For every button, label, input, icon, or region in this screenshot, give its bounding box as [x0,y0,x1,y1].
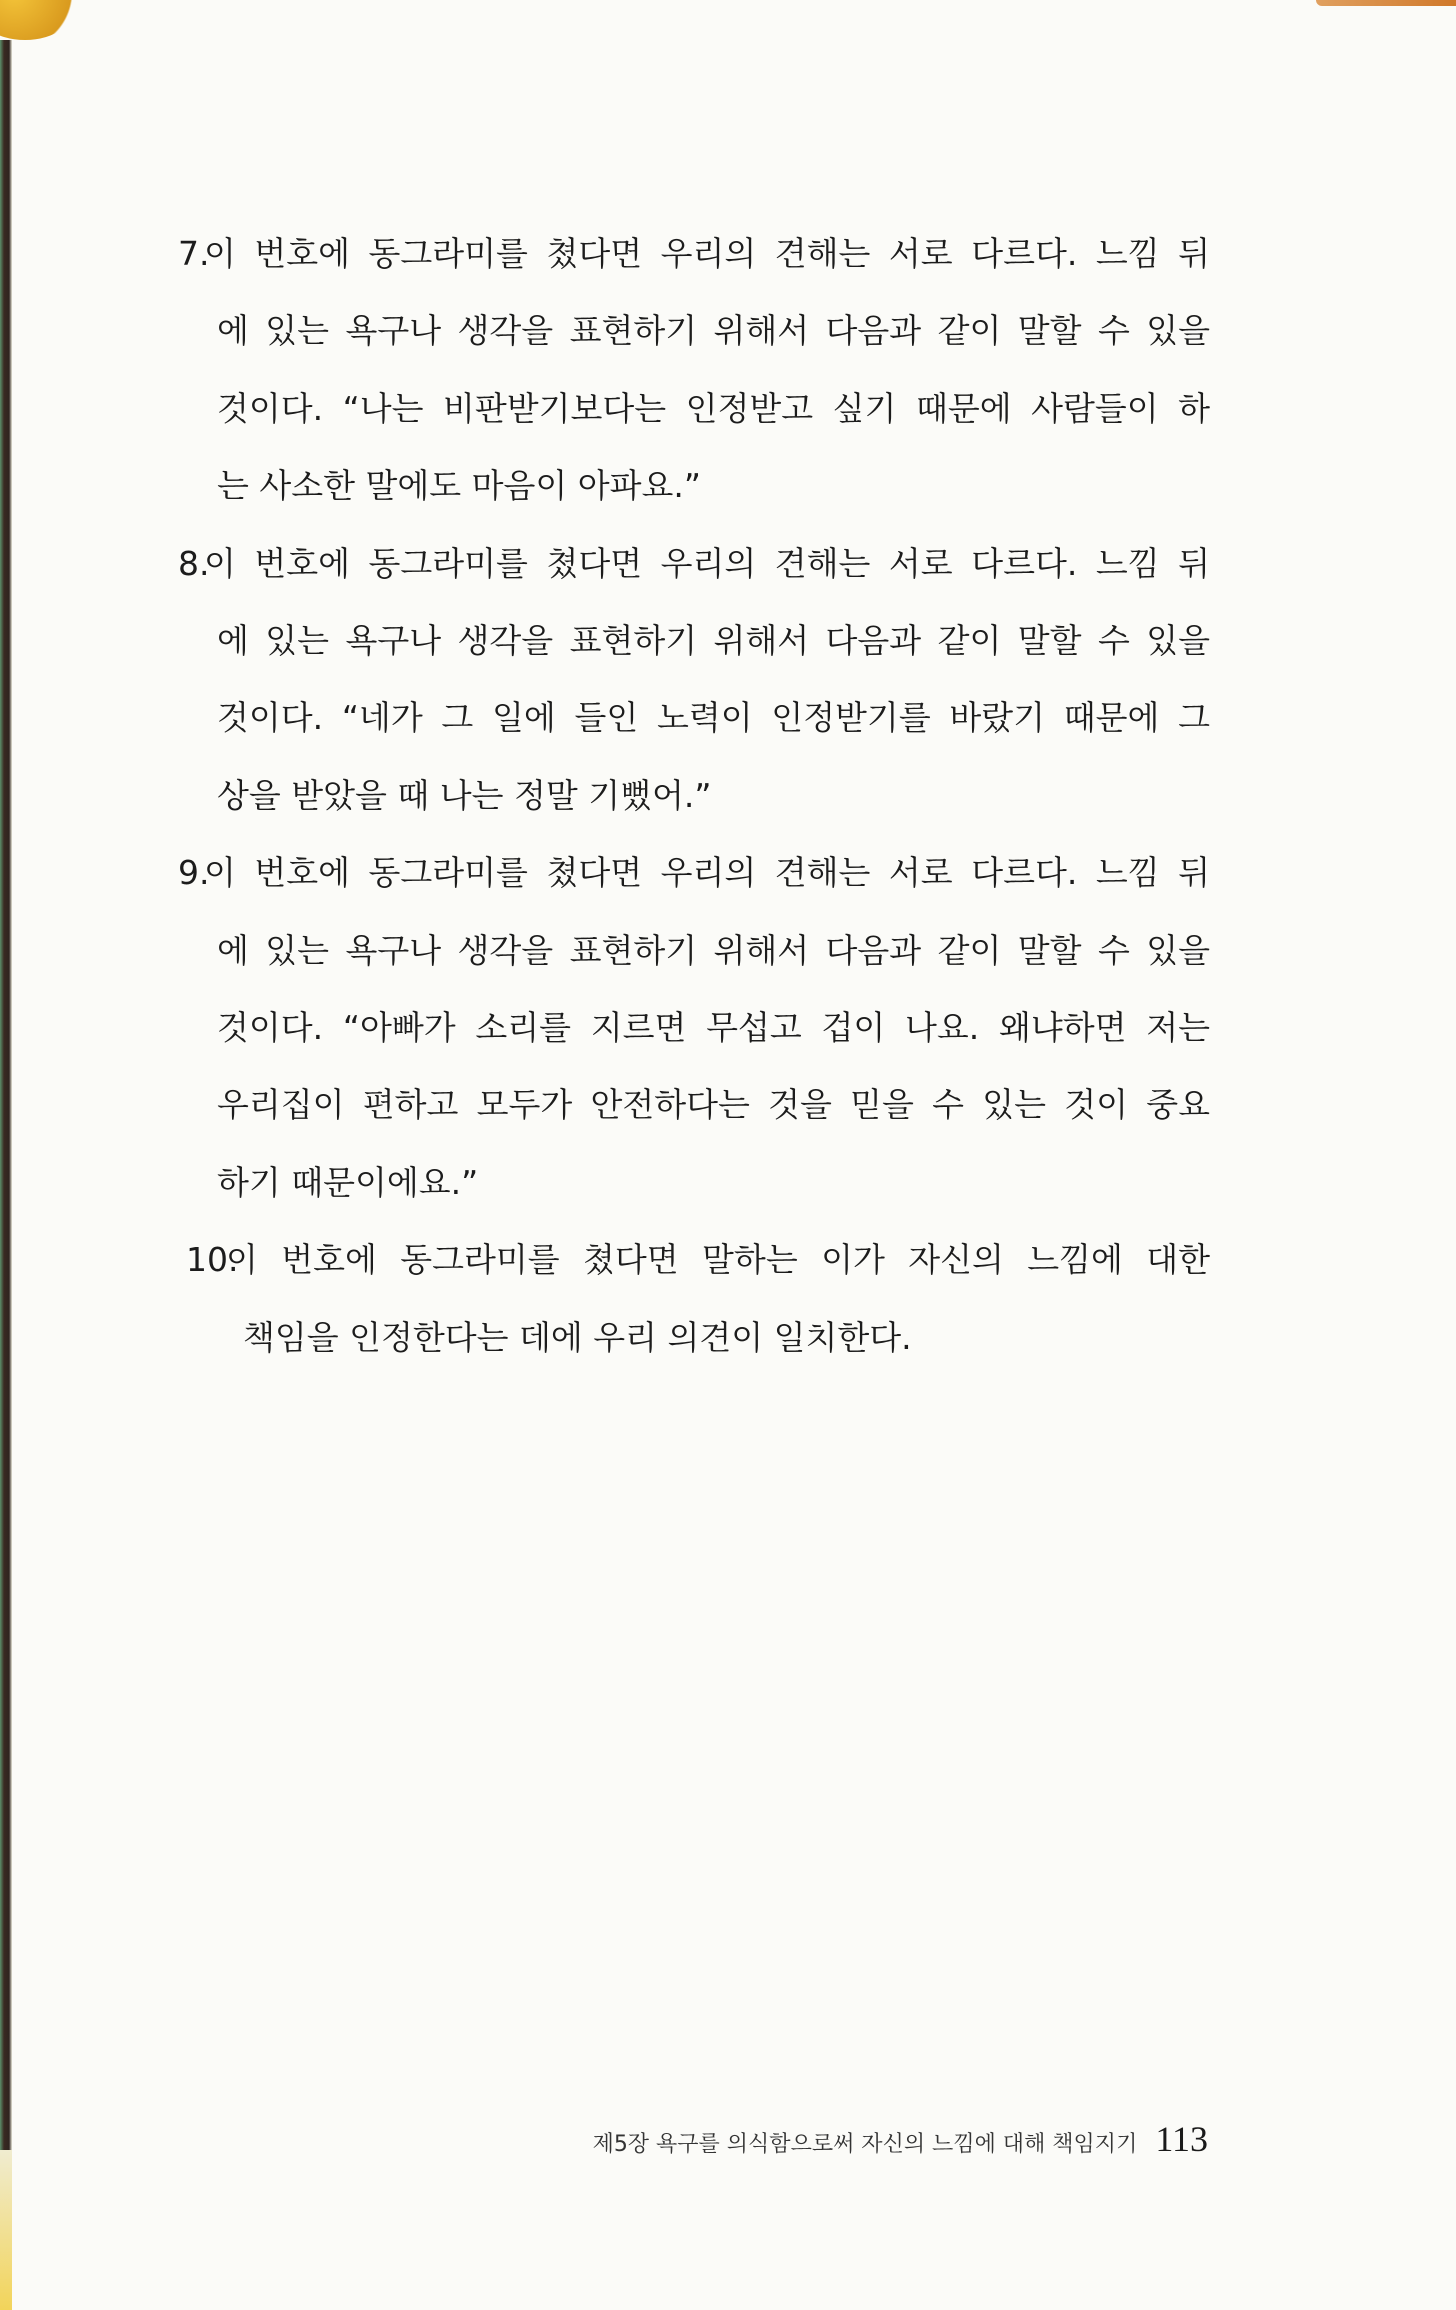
list-item-number: 8. [178,543,210,583]
list-item-text-line: 는 사소한 말에도 마음이 아파요.” [217,466,701,506]
book-edge-decoration [1316,0,1456,6]
list-item-text-line: 이 번호에 동그라미를 쳤다면 우리의 견해는 서로 다르다. 느낌 뒤 [204,853,1210,893]
list-item-text-line: 것이다. “네가 그 일에 들인 노력이 인정받기를 바랐기 때문에 그 [217,698,1210,738]
book-spine-edge [0,40,12,2310]
book-edge-decoration [0,0,80,40]
list-item-text-line: 에 있는 욕구나 생각을 표현하기 위해서 다음과 같이 말할 수 있을 [217,621,1210,660]
list-item-text-line: 것이다. “아빠가 소리를 지르면 무섭고 겁이 나요. 왜냐하면 저는 [217,1008,1210,1047]
list-item-text-line: 이 번호에 동그라미를 쳤다면 우리의 견해는 서로 다르다. 느낌 뒤 [204,543,1210,583]
list-item-text-line: 에 있는 욕구나 생각을 표현하기 위해서 다음과 같이 말할 수 있을 [217,311,1210,351]
list-item-text-line: 하기 때문이에요.” [217,1162,479,1202]
list-item-number: 10. [186,1240,239,1280]
list-item-text-line: 이 번호에 동그라미를 쳤다면 우리의 견해는 서로 다르다. 느낌 뒤 [204,234,1210,273]
list-item-text-line: 에 있는 욕구나 생각을 표현하기 위해서 다음과 같이 말할 수 있을 [217,930,1210,970]
chapter-title: 제5장 욕구를 의식함으로써 자신의 느낌에 대해 책임지기 [592,2132,1138,2157]
list-item-text-line: 우리집이 편하고 모두가 안전하다는 것을 믿을 수 있는 것이 중요 [217,1085,1210,1125]
running-footer [560,2118,1208,2168]
list-item-text-line: 것이다. “나는 비판받기보다는 인정받고 싶기 때문에 사람들이 하 [217,388,1210,428]
list-item-text-line: 책임을 인정한다는 데에 우리 의견이 일치한다. [243,1317,912,1357]
book-edge-decoration [0,2150,12,2310]
list-item-number: 7. [178,234,210,273]
page-number: 113 [1155,2119,1208,2159]
list-item-number: 9. [178,853,210,893]
list-item-text-line: 상을 받았을 때 나는 정말 기뻤어.” [217,775,712,815]
list-item-text-line: 이 번호에 동그라미를 쳤다면 말하는 이가 자신의 느낌에 대한 [226,1240,1210,1280]
